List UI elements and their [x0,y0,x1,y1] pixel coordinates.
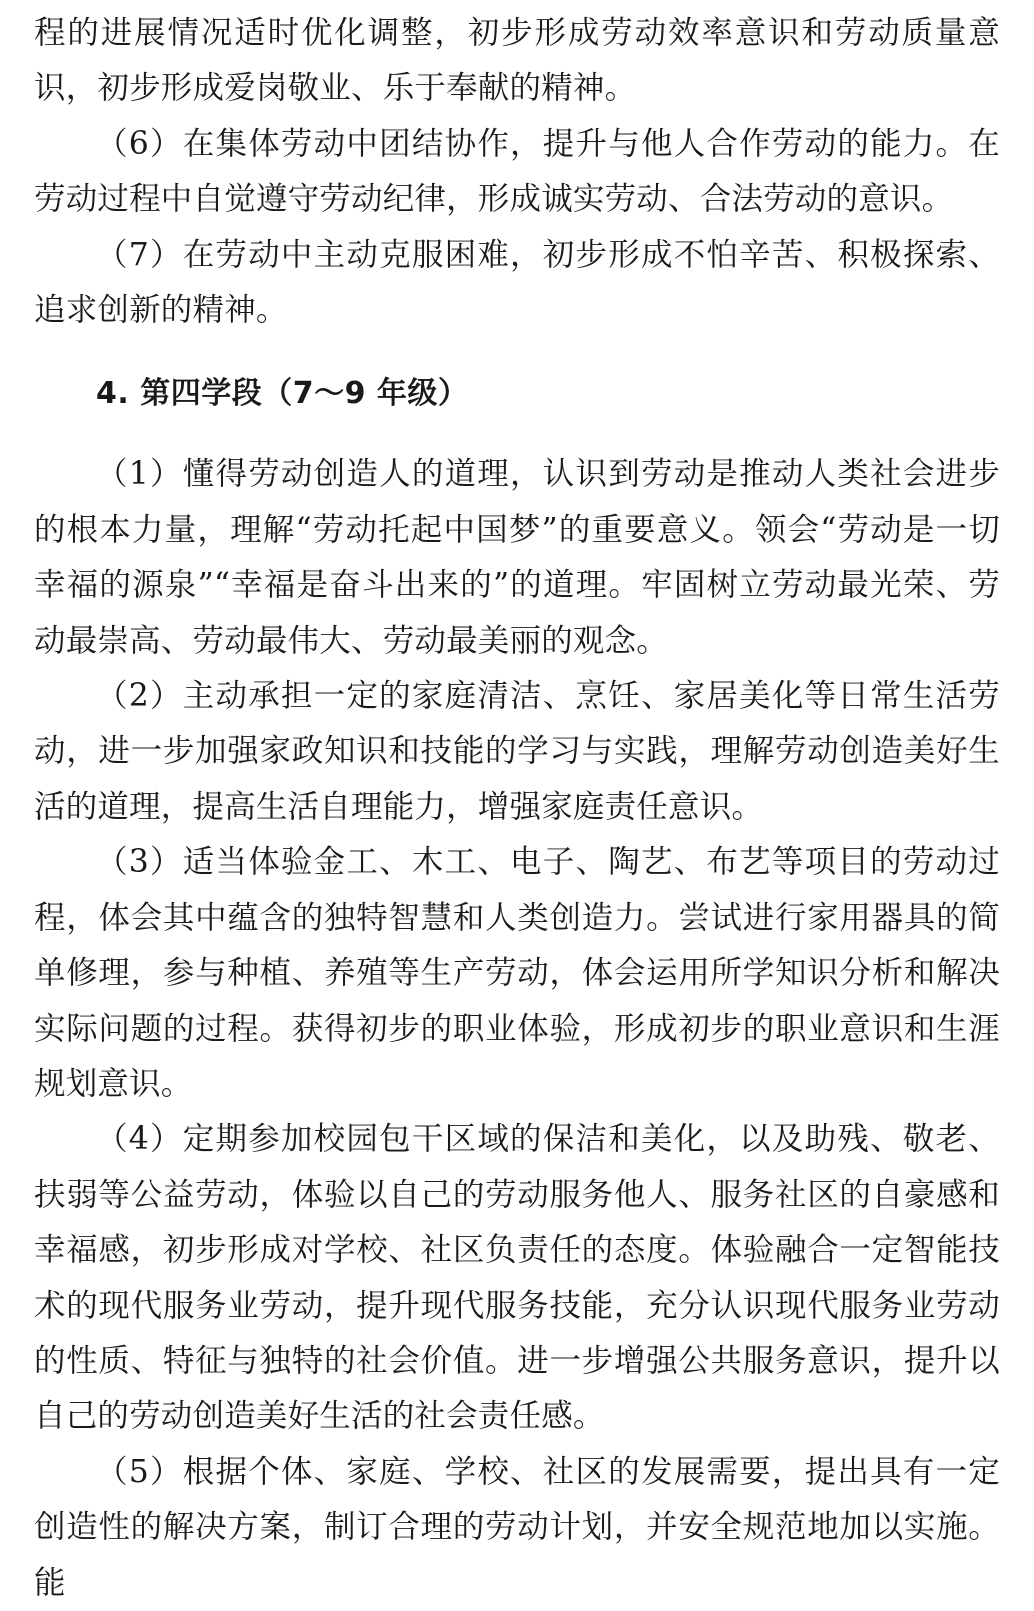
paragraph-stage4-item-4: （4）定期参加校园包干区域的保洁和美化，以及助残、敬老、扶弱等公益劳动，体验以自己的劳动服务他人、服务社区的自豪感和幸福感，初步形成对学校、社区负责任的态度。体验融合一定智能技术的现代服务业劳动，提升现代服务技能，充分认识现代服务业劳动的性质、特征与独特的社会价值。进一步增强公共服务意识，提升以自己的劳动创造美好生活的社会责任感。 [34,1121,1000,1435]
paragraph-stage4-item-5: （5）根据个体、家庭、学校、社区的发展需要，提出具有一定创造性的解决方案，制订合理的劳动计划，并安全规范地加以实施。能 [34,1453,1000,1601]
document-page [34,6,1000,1601]
paragraph-item-6: （6）在集体劳动中团结协作，提升与他人合作劳动的能力。在劳动过程中自觉遵守劳动纪律，形成诚实劳动、合法劳动的意识。 [34,125,1000,218]
paragraph-continuation: 程的进展情况适时优化调整，初步形成劳动效率意识和劳动质量意识，初步形成爱岗敬业、乐于奉献的精神。 [34,15,1000,107]
paragraph-stage4-item-1: （1）懂得劳动创造人的道理，认识到劳动是推动人类社会进步的根本力量，理解“劳动托起中国梦”的重要意义。领会“劳动是一切幸福的源泉”“幸福是奋斗出来的”的道理。牢固树立劳动最光荣、劳动最崇高、劳动最伟大、劳动最美丽的观念。 [34,456,1000,659]
paragraph-stage4-item-2: （2）主动承担一定的家庭清洁、烹饪、家居美化等日常生活劳动，进一步加强家政知识和技能的学习与实践，理解劳动创造美好生活的道理，提高生活自理能力，增强家庭责任意识。 [34,678,1000,825]
section-heading: 4. 第四学段（7～9 年级） [96,376,469,412]
paragraph-stage4-item-3: （3）适当体验金工、木工、电子、陶艺、布艺等项目的劳动过程，体会其中蕴含的独特智慧和人类创造力。尝试进行家用器具的简单修理，参与种植、养殖等生产劳动，体会运用所学知识分析和解决实际问题的过程。获得初步的职业体验，形成初步的职业意识和生涯规划意识。 [34,844,1000,1102]
paragraph-item-7: （7）在劳动中主动克服困难，初步形成不怕辛苦、积极探索、追求创新的精神。 [34,236,1000,329]
